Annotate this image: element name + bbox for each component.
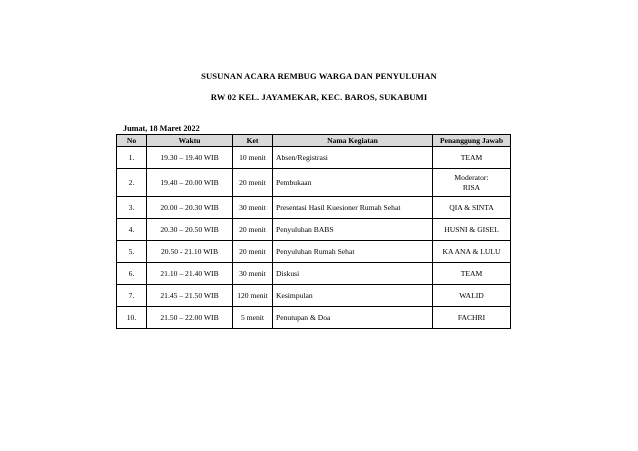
column-header-ket: Ket (233, 135, 273, 147)
cell-no: 2. (117, 169, 147, 197)
document-title: SUSUNAN ACARA REMBUG WARGA DAN PENYULUHAN (201, 71, 437, 81)
cell-ket: 30 menit (233, 263, 273, 285)
cell-nama-kegiatan: Penutupan & Doa (273, 307, 433, 329)
cell-penanggung-jawab: WALID (433, 285, 511, 307)
cell-penanggung-jawab (433, 169, 511, 197)
cell-waktu: 20.00 – 20.30 WIB (147, 197, 233, 219)
cell-nama-kegiatan: Penyuluhan Rumah Sehat (273, 241, 433, 263)
cell-penanggung-jawab: QIA & SINTA (433, 197, 511, 219)
cell-no: 10. (117, 307, 147, 329)
cell-no: 7. (117, 285, 147, 307)
cell-nama-kegiatan: Pembukaan (273, 169, 433, 197)
cell-nama-kegiatan: Kesimpulan (273, 285, 433, 307)
table-row (117, 169, 511, 197)
cell-ket: 20 menit (233, 219, 273, 241)
cell-waktu: 21.10 – 21.40 WIB (147, 263, 233, 285)
cell-ket: 20 menit (233, 241, 273, 263)
cell-waktu: 19.40 – 20.00 WIB (147, 169, 233, 197)
table-row (117, 147, 511, 169)
agenda-table (116, 134, 511, 329)
document-subtitle: RW 02 KEL. JAYAMEKAR, KEC. BAROS, SUKABUMI (210, 92, 428, 102)
cell-penanggung-jawab: TEAM (433, 263, 511, 285)
cell-ket: 120 menit (233, 285, 273, 307)
column-header-nama-kegiatan: Nama Kegiatan (273, 135, 433, 147)
table-row (117, 241, 511, 263)
cell-ket: 30 menit (233, 197, 273, 219)
moderator-label: Moderator: (454, 172, 489, 182)
cell-ket: 10 menit (233, 147, 273, 169)
cell-nama-kegiatan: Presentasi Hasil Kuesioner Rumah Sehat (273, 197, 433, 219)
column-header-waktu: Waktu (147, 135, 233, 147)
event-date: Jumat, 18 Maret 2022 (123, 124, 200, 133)
column-header-no: No (117, 135, 147, 147)
table-row (117, 219, 511, 241)
cell-no: 6. (117, 263, 147, 285)
table-row (117, 197, 511, 219)
cell-penanggung-jawab: HUSNI & GISEL (433, 219, 511, 241)
table-row (117, 285, 511, 307)
cell-nama-kegiatan: Absen/Registrasi (273, 147, 433, 169)
cell-no: 1. (117, 147, 147, 169)
column-header-penanggung-jawab: Penanggung Jawab (433, 135, 511, 147)
cell-penanggung-jawab: KA ANA & LULU (433, 241, 511, 263)
cell-no: 4. (117, 219, 147, 241)
table-header-row (117, 135, 511, 147)
moderator-name: RISA (462, 182, 481, 192)
cell-no: 5. (117, 241, 147, 263)
cell-penanggung-jawab: TEAM (433, 147, 511, 169)
table-row (117, 263, 511, 285)
cell-nama-kegiatan: Penyuluhan BABS (273, 219, 433, 241)
cell-no: 3. (117, 197, 147, 219)
cell-waktu: 20.50 - 21.10 WIB (147, 241, 233, 263)
cell-penanggung-jawab: FACHRI (433, 307, 511, 329)
cell-ket: 20 menit (233, 169, 273, 197)
cell-waktu: 21.50 – 22.00 WIB (147, 307, 233, 329)
cell-waktu: 19.30 – 19.40 WIB (147, 147, 233, 169)
cell-waktu: 20.30 – 20.50 WIB (147, 219, 233, 241)
cell-nama-kegiatan: Diskusi (273, 263, 433, 285)
table-row (117, 307, 511, 329)
cell-ket: 5 menit (233, 307, 273, 329)
cell-waktu: 21.45 – 21.50 WIB (147, 285, 233, 307)
